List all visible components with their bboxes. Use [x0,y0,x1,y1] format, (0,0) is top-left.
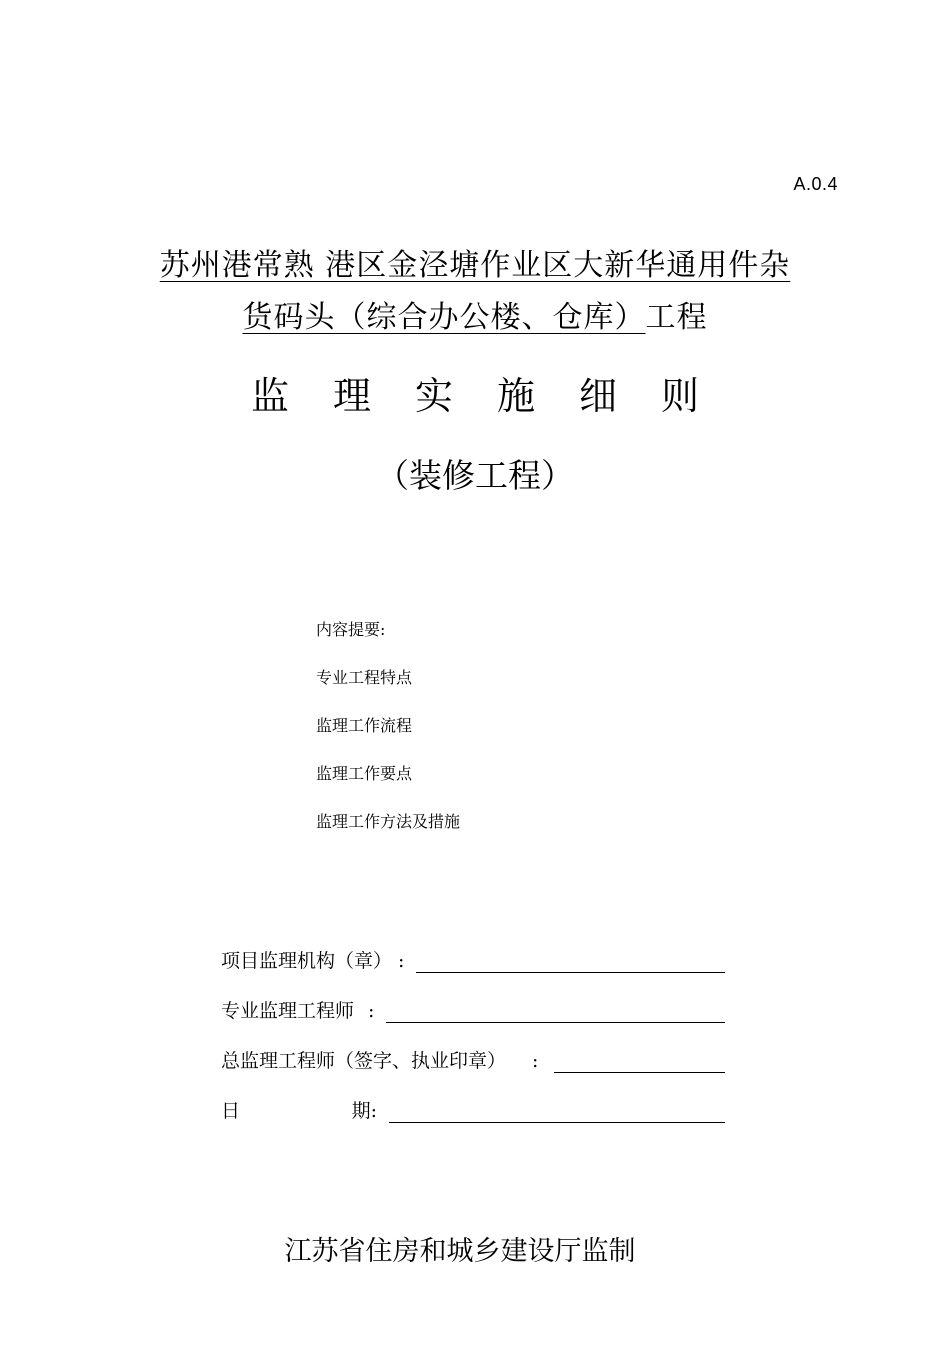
engineer-colon: : [368,1000,375,1022]
org-label: 项目监理机构（章） [221,950,393,972]
project-title-line2 [100,292,850,344]
chief-colon: : [532,1050,539,1072]
org-colon: : [398,950,405,972]
date-label-char2: 期: [351,1100,377,1122]
document-title [0,366,950,426]
document-title-char: 施 [497,374,536,418]
document-title-char: 实 [414,374,453,418]
project-title-line2-underlined: 货码头（综合办公楼、仓库） [242,300,646,335]
date-label [221,1096,377,1126]
form-code: A.0.4 [793,174,838,194]
engineer-signature-line[interactable] [386,998,725,1023]
engineer-label: 专业监理工程师 [221,1000,355,1022]
document-title-char: 则 [661,374,700,418]
project-title [100,240,850,344]
project-title-line1 [100,240,850,292]
document-title-char: 理 [332,374,371,418]
contents-item: 监理工作方法及措施 [316,812,461,831]
chief-signature-line[interactable] [554,1048,725,1073]
issuer: 江苏省住房和城乡建设厅监制 [284,1236,636,1267]
signature-row-date [221,1096,725,1126]
contents-item: 监理工作流程 [316,716,413,735]
date-label-char1: 日 [221,1100,241,1122]
project-title-line1-text: 苏州港常熟 港区金泾塘作业区大新华通用件杂 [159,248,791,283]
org-signature-line[interactable] [416,948,725,973]
contents-item: 专业工程特点 [316,668,413,687]
signature-block [221,946,725,1146]
document-title-char: 监 [250,374,289,418]
chief-label: 总监理工程师（签字、执业印章） [221,1050,507,1072]
date-line[interactable] [389,1098,725,1123]
project-title-line2-tail: 工程 [645,300,708,335]
document-title-char: 细 [579,374,618,418]
document-subtitle: （装修工程） [376,456,574,495]
contents-summary [316,618,460,858]
contents-item: 监理工作要点 [316,764,413,783]
signature-row-org [221,946,725,976]
contents-heading: 内容提要: [316,620,386,639]
signature-row-chief [221,1046,725,1076]
signature-row-engineer [221,996,725,1026]
